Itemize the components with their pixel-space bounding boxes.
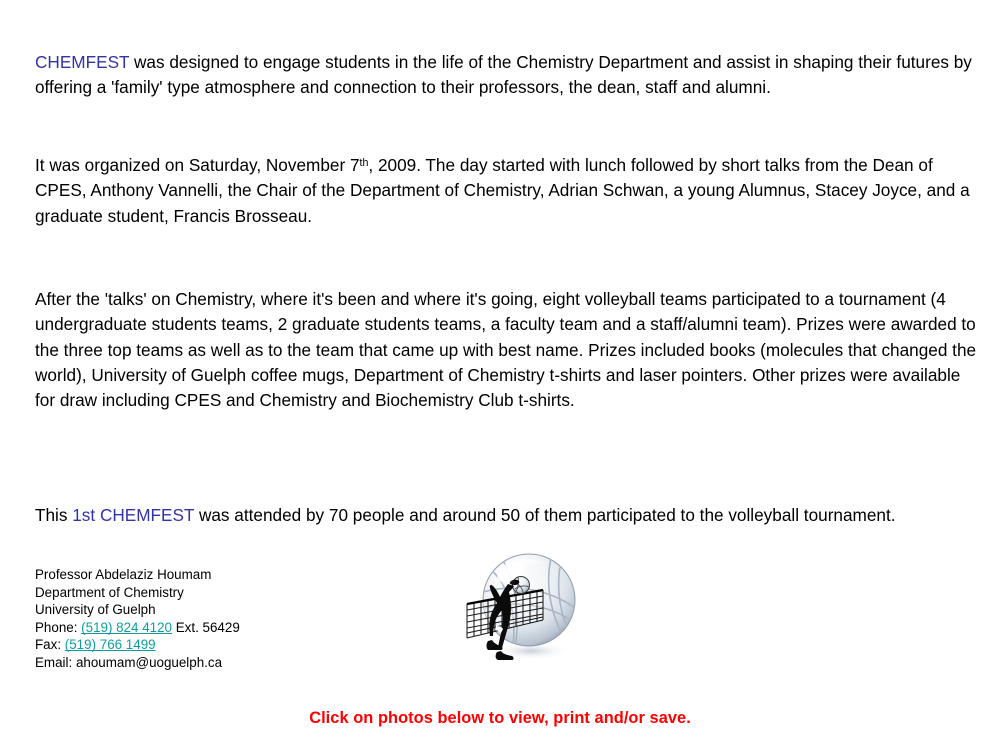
signature-department: Department of Chemistry	[35, 584, 184, 600]
phone-label: Phone:	[35, 619, 82, 635]
paragraph-tournament-text: After the 'talks' on Chemistry, where it's been and where it's going, eight volleyball teams participated to a tournament (4 undergraduate students teams, 2 graduate students teams, a faculty team and a staff/alumni team). Prizes were awarded to the three top teams as well as to the team that came up with best name. Prizes included books (molecules that changed the world), University of Guelph coffee mugs, Department of Chemistry t-shirts and laser pointers. Other prizes were available for draw including CPES and Chemistry and Biochemistry Club t-shirts.	[35, 289, 977, 411]
first-chemfest-accent: 1st CHEMFEST	[72, 505, 195, 526]
paragraph-intro-text: was designed to engage students in the life of the Chemistry Department and assist in shaping their futures by offering a 'family' type atmosphere and connection to their professors, the dean, staff and alumni.	[35, 52, 972, 98]
chemfest-accent-word: CHEMFEST	[35, 52, 130, 73]
fax-number-link[interactable]: (519) 766 1499	[64, 637, 156, 653]
paragraph-attendance-before: This	[35, 505, 73, 526]
email-address: ahoumam@uoguelph.ca	[75, 654, 223, 670]
signature-institution: University of Guelph	[35, 602, 156, 618]
paragraph-intro	[35, 50, 980, 101]
fax-label: Fax:	[35, 637, 65, 653]
ordinal-suffix: th	[359, 157, 369, 170]
email-label: Email:	[35, 654, 76, 670]
paragraph-attendance-after: was attended by 70 people and around 50 of them participated to the volleyball tournament.	[194, 505, 896, 526]
phone-extension: Ext. 56429	[172, 619, 240, 635]
signature-email-line	[35, 654, 240, 672]
paragraph-event-details	[35, 153, 980, 229]
paragraph-event-before-date: It was organized on Saturday, November 7	[35, 155, 360, 176]
paragraph-event-after-date: , 2009. The day started with lunch followed by short talks from the Dean of CPES, Anthony Vannelli, the Chair of the Department of Chemistry, Adrian Schwan, a young Alumnus, Stacey Joyce, and a graduate student, Francis Brosseau.	[35, 155, 970, 226]
phone-number-link[interactable]: (519) 824 4120	[81, 619, 173, 635]
click-photos-callout: Click on photos below to view, print and/or save.	[309, 709, 691, 727]
signature-fax-line	[35, 636, 240, 654]
signature-block	[35, 566, 240, 672]
volleyball-clipart-image	[455, 548, 595, 673]
paragraph-tournament	[35, 287, 980, 413]
signature-phone-line	[35, 619, 240, 637]
paragraph-attendance	[35, 503, 980, 528]
signature-name: Professor Abdelaziz Houmam	[35, 567, 212, 582]
small-volleyball-in-play	[513, 577, 530, 594]
